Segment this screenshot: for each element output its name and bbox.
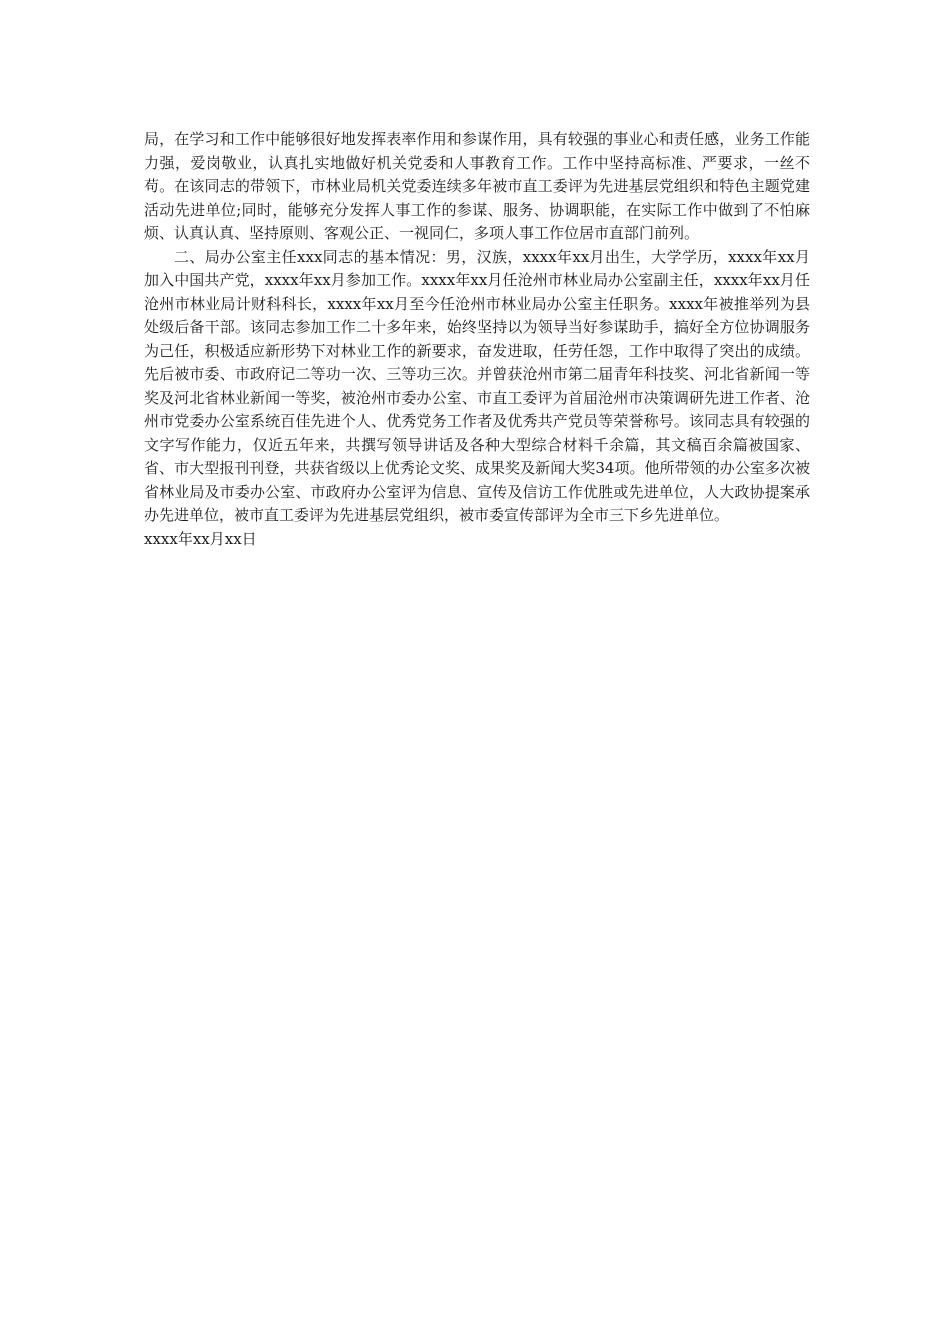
document-body [144,128,810,551]
paragraph-office-director: 二、局办公室主任xxx同志的基本情况：男，汉族，xxxx年xx月出生，大学学历，xxxx年xx月加入中国共产党，xxxx年xx月参加工作。xxxx年xx月任沧州市林业局办公室副主任，xxxx年xx月任沧州市林业局计财科科长，xxxx年xx月至今任沧州市林业局办公室主任职务。xxxx年被推举列为县处级后备干部。该同志参加工作二十多年来，始终坚持以为领导当好参谋助手，搞好全方位协调服务为己任，积极适应新形势下对林业工作的新要求，奋发进取，任劳任怨，工作中取得了突出的成绩。先后被市委、市政府记二等功一次、三等功三次。并曾获沧州市第二届青年科技奖、河北省新闻一等奖及河北省林业新闻一等奖，被沧州市委办公室、市直工委评为首届沧州市决策调研先进工作者、沧州市党委办公室系统百佳先进个人、优秀党务工作者及优秀共产党员等荣誉称号。该同志具有较强的文字写作能力，仅近五年来，共撰写领导讲话及各种大型综合材料千余篇，其文稿百余篇被国家、省、市大型报刊刊登，共获省级以上优秀论文奖、成果奖及新闻大奖34项。他所带领的办公室多次被省林业局及市委办公室、市政府办公室评为信息、宣传及信访工作优胜或先进单位，人大政协提案承办先进单位，被市直工委评为先进基层党组织，被市委宣传部评为全市三下乡先进单位。 [144,247,810,524]
document-date: xxxx年xx月xx日 [144,529,257,548]
paragraph-continuation: 局，在学习和工作中能够很好地发挥表率作用和参谋作用，具有较强的事业心和责任感，业务工作能力强，爱岗敬业，认真扎实地做好机关党委和人事教育工作。工作中坚持高标准、严要求，一丝不苟。在该同志的带领下，市林业局机关党委连续多年被市直工委评为先进基层党组织和特色主题党建活动先进单位;同时，能够充分发挥人事工作的参谋、服务、协调职能，在实际工作中做到了不怕麻烦、认真认真、坚持原则、客观公正、一视同仁，多项人事工作位居市直部门前列。 [144,130,810,242]
